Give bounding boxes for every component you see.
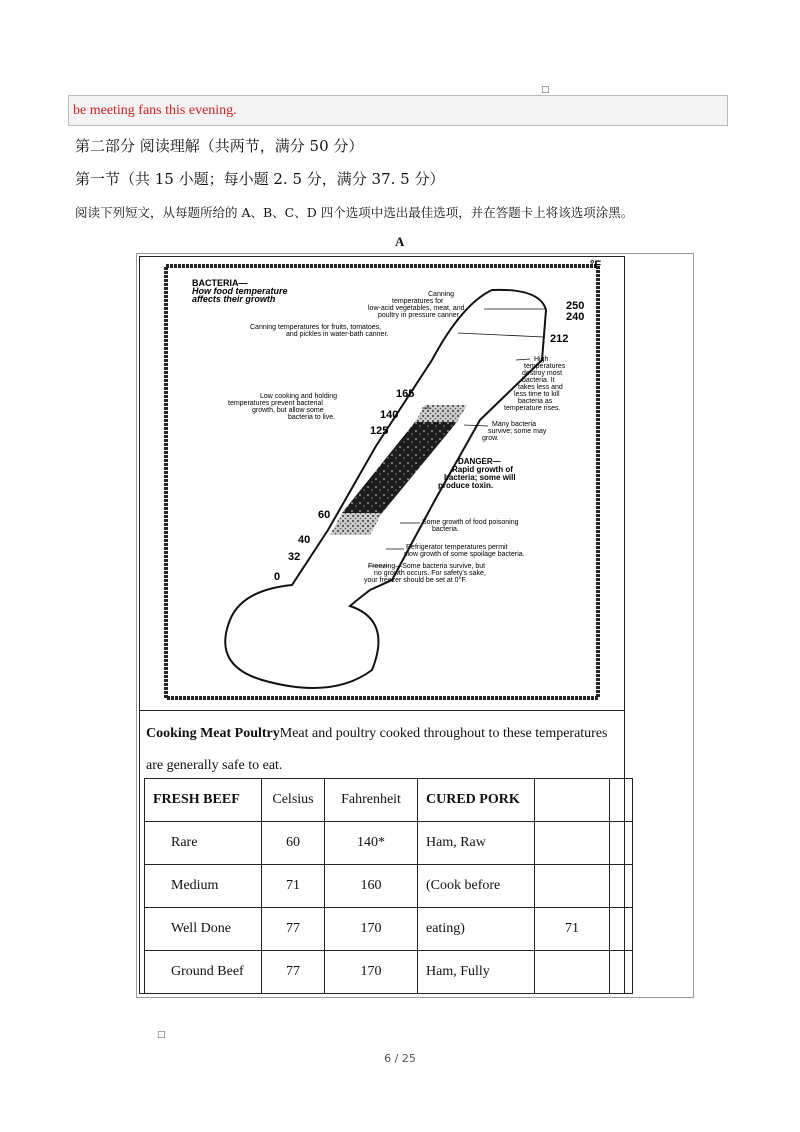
part-heading: 第二部分 阅读理解（共两节，满分 50 分） [75,137,364,155]
cell-col6 [610,951,633,994]
header-fresh-beef: FRESH BEEF [145,779,262,822]
temp-32: 32 [288,551,301,563]
note-low-3: growth, but allow some [252,407,324,414]
cooking-temperature-table [144,778,633,994]
cell-col5: 71 [535,908,610,951]
cooking-title: Cooking Meat Poultry [146,726,280,741]
note-canning-water-2: and pickles in water-bath canner. [286,331,389,338]
cell-col5 [535,951,610,994]
note-some-growth-2: bacteria. [432,526,459,533]
unit-label: °F [590,260,602,271]
temp-165: 165 [396,388,415,400]
cell-beef: Ground Beef [145,951,262,994]
header-fahrenheit: Fahrenheit [325,779,418,822]
cell-pork: Ham, Fully [418,951,535,994]
temp-0: 0 [274,571,281,583]
note-some-growth-1: Some growth of food poisoning [422,519,519,526]
table-row [145,865,633,908]
note-high-4: bacteria. It [522,377,555,384]
cell-celsius: 71 [262,865,325,908]
temp-125: 125 [370,425,389,437]
footer-marker: □ [157,1030,166,1040]
cell-celsius: 60 [262,822,325,865]
note-canning-pressure-4: poultry in pressure canner. [378,312,461,319]
note-low-1: Low cooking and holding [260,393,338,400]
figure-separator [139,710,625,711]
note-fridge-2: slow growth of some spoilage bacteria. [404,551,525,558]
instructions: 阅读下列短文，从每题所给的 A、B、C、D 四个选项中选出最佳选项，并在答题卡上将该选项涂黑。 [75,205,634,220]
note-canning-pressure-1: Canning [428,291,455,298]
bacteria-thermometer-figure [142,260,622,706]
note-freezing-2: no growth occurs. For safety's sake, [374,570,486,577]
note-canning-water-1: Canning temperatures for fruits, tomatoes, [250,324,382,331]
note-many-1: Many bacteria [492,421,536,428]
table-row [145,908,633,951]
cell-fahrenheit: 170 [325,951,418,994]
figure-title-2: How food temperature [192,286,288,296]
banner-text: be meeting fans this evening. [73,103,237,118]
cell-beef: Rare [145,822,262,865]
note-high-8: temperature rises. [504,405,561,412]
note-high-1: High [534,356,549,363]
note-high-7: bacteria as [518,398,553,405]
cell-col6 [610,908,633,951]
cell-beef: Well Done [145,908,262,951]
cell-celsius: 77 [262,951,325,994]
cell-col5 [535,822,610,865]
note-many-3: grow. [482,435,499,442]
temp-140: 140 [380,409,399,421]
table-row [145,822,633,865]
note-high-6: less time to kill [514,391,560,398]
note-canning-pressure-2: temperatures for [392,298,444,305]
cell-fahrenheit: 170 [325,908,418,951]
note-low-4: bacteria to live. [288,414,336,421]
note-danger-1: DANGER— [458,457,501,466]
note-freezing-1: Freezing—Some bacteria survive, but [368,563,486,570]
cell-col6 [610,822,633,865]
temp-60: 60 [318,509,331,521]
cell-celsius: 77 [262,908,325,951]
page-number: 6 / 25 [384,1052,416,1065]
note-many-2: survive; some may [488,428,547,435]
temp-250: 250 [566,300,585,312]
table-header-row [145,779,633,822]
figure-title-1: BACTERIA— [192,278,248,288]
note-low-2: temperatures prevent bacterial [228,400,323,407]
temp-40: 40 [298,534,311,546]
temp-240: 240 [566,311,585,323]
cell-pork: (Cook before [418,865,535,908]
note-high-2: temperatures [524,363,566,370]
section-label: A [395,234,405,249]
cell-pork: Ham, Raw [418,822,535,865]
note-canning-pressure-3: low-acid vegetables, meat, and [368,305,465,312]
header-celsius: Celsius [262,779,325,822]
note-freezing-3: your freezer should be set at 0°F. [364,577,467,584]
note-high-3: destroy most [522,370,563,377]
previous-answer-banner [68,95,728,126]
cell-fahrenheit: 140* [325,822,418,865]
note-high-5: takes less and [518,384,563,391]
note-danger-3: bacteria; some will [444,473,516,482]
note-danger-4: produce toxin. [438,481,494,490]
header-col5 [535,779,610,822]
note-danger-2: Rapid growth of [452,465,513,474]
cell-fahrenheit: 160 [325,865,418,908]
table-row [145,951,633,994]
cooking-paragraph [146,718,618,782]
section-heading: 第一节（共 15 小题；每小题 2. 5 分，满分 37. 5 分） [75,170,445,188]
cooking-text: Meat and poultry cooked throughout to these temperatures are generally safe to eat. [146,726,608,773]
temp-212: 212 [550,333,569,345]
cell-beef: Medium [145,865,262,908]
header-col6 [610,779,633,822]
cell-col5 [535,865,610,908]
cell-col6 [610,865,633,908]
header-cured-pork: CURED PORK [418,779,535,822]
figure-title-3: affects their growth [192,294,276,304]
cell-pork: eating) [418,908,535,951]
note-fridge-1: Refrigerator temperatures permit [406,544,508,551]
header-marker: □ [541,85,550,95]
